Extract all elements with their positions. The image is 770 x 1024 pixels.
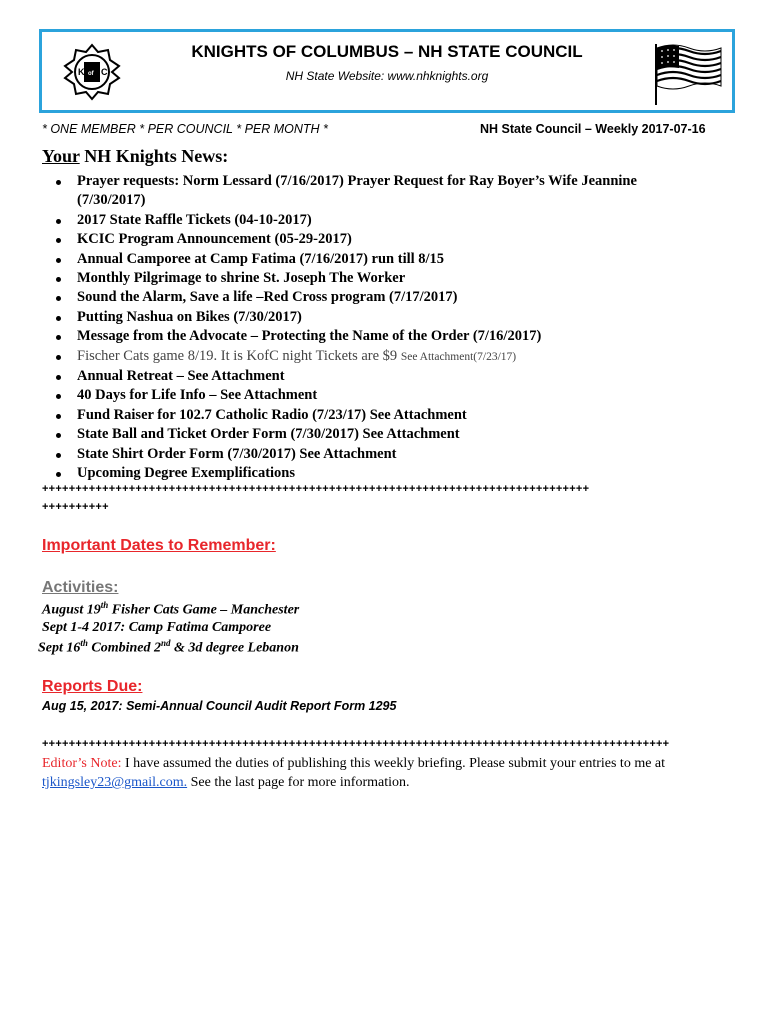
- activity-item: August 19th Fisher Cats Game – Manchester: [42, 600, 300, 618]
- news-item-text: Message from the Advocate – Protecting the Name of the Order (7/16/2017): [77, 328, 542, 345]
- news-item-text: Fischer Cats game 8/19. It is KofC night Tickets are $9: [77, 347, 401, 364]
- bullet-icon: [56, 180, 61, 185]
- separator-line-continued: ++++++++++: [42, 501, 109, 513]
- important-dates-heading: Important Dates to Remember:: [42, 537, 276, 554]
- news-item-text: Prayer requests: Norm Lessard (7/16/2017) Prayer Request for Ray Boyer’s Wife Jeannine (7/30/2017): [77, 173, 637, 209]
- bullet-icon: [56, 472, 61, 477]
- logo-letter-c: C: [101, 67, 108, 77]
- news-item-text: Fund Raiser for 102.7 Catholic Radio (7/23/17) See Attachment: [77, 406, 467, 423]
- separator-line: ++++++++++++++++++++++++++++++++++++++++++++++++++++++++++++++++++++++++++++++++++: [42, 483, 590, 495]
- list-item: [48, 406, 688, 425]
- news-item-text: 2017 State Raffle Tickets (04-10-2017): [77, 211, 312, 228]
- editors-note-text-end: See the last page for more information.: [187, 775, 410, 790]
- list-item: [48, 464, 688, 483]
- news-item-text: Monthly Pilgrimage to shrine St. Joseph The Worker: [77, 270, 406, 287]
- news-list: [48, 172, 688, 484]
- news-heading: [42, 146, 228, 167]
- reports-due-heading: Reports Due:: [42, 678, 143, 695]
- bullet-icon: [56, 375, 61, 380]
- list-item: [48, 386, 688, 405]
- bullet-icon: [56, 335, 61, 340]
- bullet-icon: [56, 277, 61, 282]
- list-item: [48, 327, 688, 346]
- list-item: [48, 347, 688, 367]
- bullet-icon: [56, 433, 61, 438]
- editor-email-link[interactable]: tjkingsley23@gmail.com.: [42, 775, 188, 790]
- list-item: [48, 172, 688, 211]
- bullet-icon: [56, 258, 61, 263]
- list-item: [48, 308, 688, 327]
- list-item: [48, 230, 688, 249]
- list-item: [48, 211, 688, 230]
- news-item-text: State Shirt Order Form (7/30/2017) See Attachment: [77, 445, 397, 462]
- bullet-icon: [56, 453, 61, 458]
- header-website: NH State Website: www.nhknights.org: [285, 69, 489, 83]
- editors-note-text: I have assumed the duties of publishing this weekly briefing. Please submit your entries to me at: [121, 756, 666, 771]
- news-item-text: Sound the Alarm, Save a life –Red Cross program (7/17/2017): [77, 289, 458, 306]
- header-title: KNIGHTS OF COLUMBUS – NH STATE COUNCIL: [191, 42, 583, 61]
- list-item: [48, 288, 688, 307]
- list-item: [48, 250, 688, 269]
- bullet-icon: [56, 355, 61, 360]
- activity-item: Sept 16th Combined 2nd & 3d degree Lebanon: [38, 638, 299, 656]
- news-item-text: Putting Nashua on Bikes (7/30/2017): [77, 308, 302, 325]
- bullet-icon: [56, 316, 61, 321]
- editors-note-label: Editor’s Note:: [42, 756, 122, 771]
- activities-heading: Activities:: [42, 579, 119, 596]
- bullet-icon: [56, 296, 61, 301]
- editors-note: [42, 754, 732, 792]
- news-item-attachment: See Attachment(7/23/17): [400, 350, 517, 363]
- logo-letter-k: K: [78, 67, 85, 77]
- bullet-icon: [56, 238, 61, 243]
- list-item: [48, 367, 688, 386]
- news-heading-your: Your: [42, 146, 80, 166]
- news-item-text: State Ball and Ticket Order Form (7/30/2017) See Attachment: [77, 426, 460, 443]
- logo-letter-of: of: [88, 71, 94, 77]
- report-item: Aug 15, 2017: Semi-Annual Council Audit Report Form 1295: [42, 699, 397, 713]
- news-item-text: KCIC Program Announcement (05-29-2017): [77, 231, 352, 248]
- news-heading-rest: NH Knights News:: [79, 146, 229, 166]
- news-item-text: Upcoming Degree Exemplifications: [77, 465, 296, 482]
- news-item-text: Annual Retreat – See Attachment: [77, 368, 285, 385]
- american-flag-icon: [653, 42, 723, 106]
- weekly-date: NH State Council – Weekly 2017-07-16: [480, 122, 706, 136]
- separator-line: ++++++++++++++++++++++++++++++++++++++++++++++++++++++++++++++++++++++++++++++++++++++++++++++: [42, 738, 670, 750]
- list-item: [48, 269, 688, 288]
- bullet-icon: [56, 394, 61, 399]
- list-item: [48, 445, 688, 464]
- bullet-icon: [56, 414, 61, 419]
- activity-item: Sept 1-4 2017: Camp Fatima Camporee: [42, 620, 272, 635]
- tagline: * ONE MEMBER * PER COUNCIL * PER MONTH *: [42, 122, 328, 136]
- bullet-icon: [56, 219, 61, 224]
- news-item-text: 40 Days for Life Info – See Attachment: [77, 387, 318, 404]
- list-item: [48, 425, 688, 444]
- header-box: [39, 29, 735, 113]
- news-item-text: Annual Camporee at Camp Fatima (7/16/2017) run till 8/15: [77, 250, 445, 267]
